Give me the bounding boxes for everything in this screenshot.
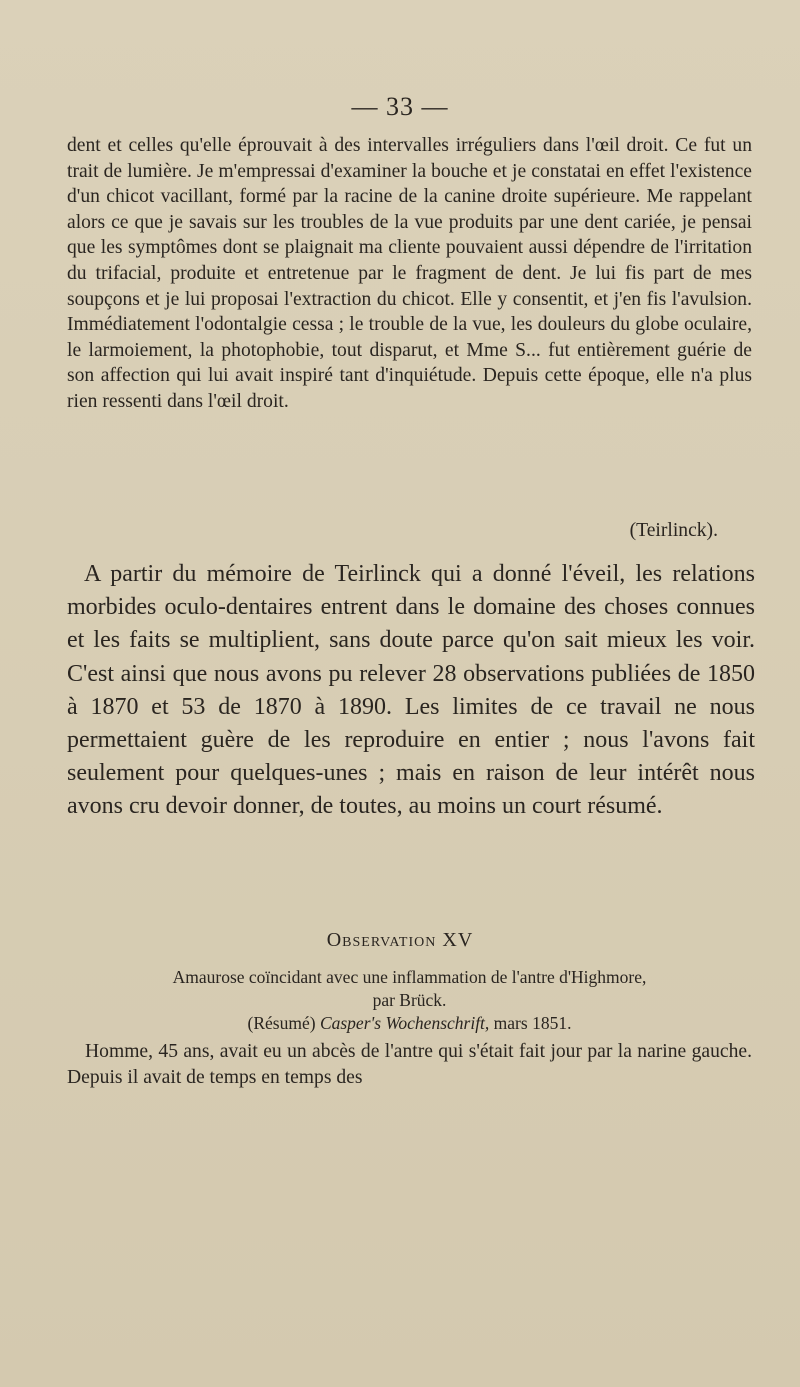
observation-summary-label: (Résumé) <box>247 1013 316 1033</box>
observation-subject: Amaurose coïncidant avec une inflammation de l'antre d'Highmore, <box>172 967 647 987</box>
observation-author: par Brück. <box>372 990 447 1010</box>
observation-date: mars 1851. <box>493 1013 572 1033</box>
observation-description <box>67 966 752 1035</box>
observation-journal: Casper's Wochenschrift, <box>319 1013 490 1033</box>
paragraph-case-description: Homme, 45 ans, avait eu un abcès de l'antre qui s'était fait jour par la narine gauche. Depuis il avait de temps en temps des <box>67 1041 752 1088</box>
author-attribution: (Teirlinck). <box>629 520 718 541</box>
paragraph-case-conclusion: dent et celles qu'elle éprouvait à des intervalles irréguliers dans l'œil droit. Ce fut un trait de lumière. Je m'empressai d'examiner la bouche et je constatai en effet l'existence d'un chicot vacillant, formé par la racine de la canine droite supérieure. Me rappelant alors ce que je savais sur les troubles de la vue produits par une dent cariée, je pensai que les symptômes dont se plaignait ma cliente pouvaient aussi dépendre de l'irritation du trifacial, produite et entretenue par le fragment de dent. Je lui fis part de mes soupçons et je lui proposai l'extraction du chicot. Elle y consentit, et j'en fis l'avulsion. Immédiatement l'odontalgie cessa ; le trouble de la vue, les douleurs du globe oculaire, le larmoiement, la photophobie, tout disparut, et Mme S... fut entièrement guérie de son affection qui lui avait inspiré tant d'inquiétude. Depuis cette époque, elle n'a plus rien ressenti dans l'œil droit. <box>67 135 752 412</box>
observation-source <box>67 1012 752 1035</box>
paragraph-historical-summary: A partir du mémoire de Teirlinck qui a donné l'éveil, les relations morbides oculo-dentaires entrent dans le domaine des choses connues et les faits se multiplient, sans doute parce qu'on sait mieux les voir. C'est ainsi que nous avons pu relever 28 observations publiées de 1850 à 1870 et 53 de 1870 à 1890. Les limites de ce travail ne nous permettaient guère de les reproduire en entier ; nous l'avons fait seulement pour quelques-unes ; mais en raison de leur intérêt nous avons cru devoir donner, de toutes, au moins un court résumé. <box>67 561 755 820</box>
page-number: — 33 — <box>351 92 449 121</box>
observation-heading: Observation XV <box>326 929 474 951</box>
